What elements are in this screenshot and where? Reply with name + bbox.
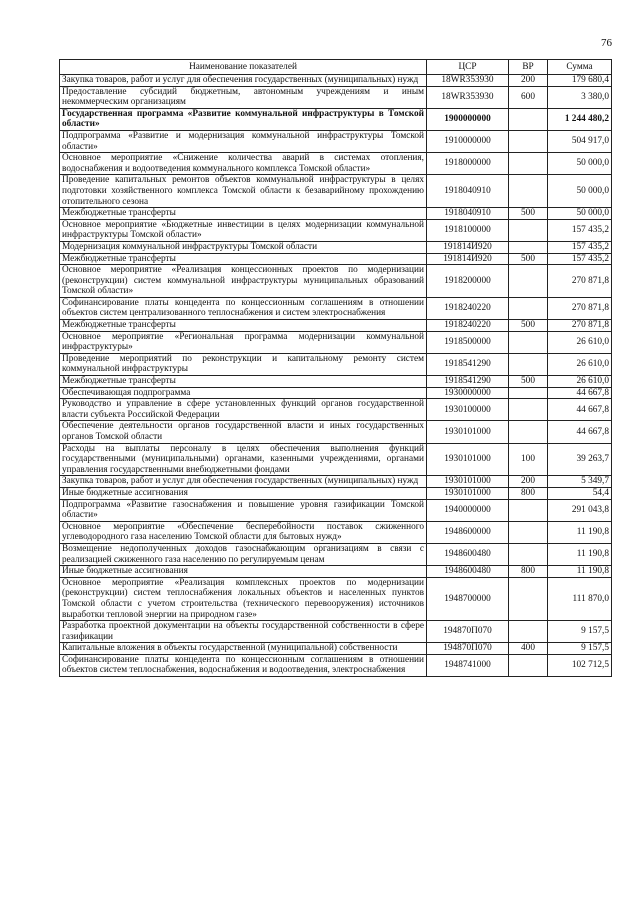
table-row bbox=[60, 487, 612, 499]
row-vr-cell bbox=[509, 297, 548, 319]
row-sum-cell: 39 263,7 bbox=[548, 443, 612, 476]
row-csr-cell: 1930000000 bbox=[427, 387, 509, 399]
row-name-cell: Подпрограмма «Развитие и модернизация коммунальной инфраструктуры Томской области» bbox=[60, 130, 427, 152]
row-sum-cell: 157 435,2 bbox=[548, 253, 612, 265]
row-vr-cell bbox=[509, 521, 548, 543]
row-sum-cell: 504 917,0 bbox=[548, 130, 612, 152]
row-name-cell: Основное мероприятие «Реализация комплексных проектов по модернизации (реконструкции) систем теплоснабжения локальных объектов и населенных пунктов Томской области с учетом строительства (технического перевооружения) источников выработки тепловой энергии на природном газе» bbox=[60, 577, 427, 620]
row-vr-cell: 200 bbox=[509, 476, 548, 488]
row-sum-cell: 157 435,2 bbox=[548, 219, 612, 241]
row-sum-cell: 157 435,2 bbox=[548, 241, 612, 253]
row-sum-cell: 5 349,7 bbox=[548, 476, 612, 488]
row-name-cell: Расходы на выплаты персоналу в целях обеспечения выполнения функций государственными (муниципальными) органами, казенными учреждениями, органами управления государственными внебюджетными фондами bbox=[60, 443, 427, 476]
row-vr-cell bbox=[509, 108, 548, 130]
row-name-cell: Закупка товаров, работ и услуг для обеспечения государственных (муниципальных) нужд bbox=[60, 476, 427, 488]
table-row bbox=[60, 86, 612, 108]
row-vr-cell bbox=[509, 621, 548, 643]
row-sum-cell: 50 000,0 bbox=[548, 175, 612, 208]
table-row bbox=[60, 153, 612, 175]
row-name-cell: Межбюджетные трансферты bbox=[60, 320, 427, 332]
row-csr-cell: 1930101000 bbox=[427, 487, 509, 499]
row-csr-cell: 1918541290 bbox=[427, 376, 509, 388]
row-vr-cell: 500 bbox=[509, 320, 548, 332]
row-csr-cell: 1918500000 bbox=[427, 331, 509, 353]
table-row bbox=[60, 219, 612, 241]
row-sum-cell: 1 244 480,2 bbox=[548, 108, 612, 130]
table-row bbox=[60, 399, 612, 421]
row-name-cell: Основное мероприятие «Снижение количества аварий в системах отопления, водоснабжения и водоотведения коммунального комплекса Томской области» bbox=[60, 153, 427, 175]
row-vr-cell bbox=[509, 265, 548, 298]
row-csr-cell: 1918100000 bbox=[427, 219, 509, 241]
table-row bbox=[60, 108, 612, 130]
row-name-cell: Софинансирование платы концедента по концессионным соглашениям в отношении объектов систем теплоснабжения, водоснабжения и водоотведения, электроснабжения bbox=[60, 654, 427, 676]
row-name-cell: Межбюджетные трансферты bbox=[60, 376, 427, 388]
row-csr-cell: 18WR353930 bbox=[427, 75, 509, 87]
row-name-cell: Модернизация коммунальной инфраструктуры Томской области bbox=[60, 241, 427, 253]
table-row bbox=[60, 443, 612, 476]
row-csr-cell: 1910000000 bbox=[427, 130, 509, 152]
row-csr-cell: 191814И920 bbox=[427, 253, 509, 265]
row-name-cell: Руководство и управление в сфере установленных функций органов государственной власти субъекта Российской Федерации bbox=[60, 399, 427, 421]
table-row bbox=[60, 376, 612, 388]
table-row bbox=[60, 241, 612, 253]
row-vr-cell bbox=[509, 577, 548, 620]
row-sum-cell: 44 667,8 bbox=[548, 387, 612, 399]
row-name-cell: Возмещение недополученных доходов газоснабжающим организациям в связи с реализацией сжиженного газа населению по регулируемым ценам bbox=[60, 543, 427, 565]
row-sum-cell: 270 871,8 bbox=[548, 265, 612, 298]
column-header-sum: Сумма bbox=[548, 60, 612, 75]
table-row bbox=[60, 331, 612, 353]
page-number: 76 bbox=[601, 37, 612, 49]
row-sum-cell: 102 712,5 bbox=[548, 654, 612, 676]
table-row bbox=[60, 265, 612, 298]
row-vr-cell bbox=[509, 175, 548, 208]
row-sum-cell: 111 870,0 bbox=[548, 577, 612, 620]
row-vr-cell: 100 bbox=[509, 443, 548, 476]
row-sum-cell: 44 667,8 bbox=[548, 421, 612, 443]
row-name-cell: Основное мероприятие «Реализация концессионных проектов по модернизации (реконструкции) систем коммунальной инфраструктуры муниципальных образований Томской области» bbox=[60, 265, 427, 298]
row-vr-cell bbox=[509, 421, 548, 443]
row-vr-cell bbox=[509, 130, 548, 152]
column-header-vr: ВР bbox=[509, 60, 548, 75]
row-csr-cell: 1918541290 bbox=[427, 353, 509, 375]
row-sum-cell: 26 610,0 bbox=[548, 331, 612, 353]
row-csr-cell: 1918200000 bbox=[427, 265, 509, 298]
table-row bbox=[60, 521, 612, 543]
budget-table bbox=[59, 59, 612, 677]
table-header-row bbox=[60, 60, 612, 75]
row-vr-cell bbox=[509, 399, 548, 421]
row-name-cell: Подпрограмма «Развитие газоснабжения и повышение уровня газификации Томской области» bbox=[60, 499, 427, 521]
row-name-cell: Иные бюджетные ассигнования bbox=[60, 487, 427, 499]
row-csr-cell: 1918040910 bbox=[427, 208, 509, 220]
row-sum-cell: 9 157,5 bbox=[548, 621, 612, 643]
row-csr-cell: 1948700000 bbox=[427, 577, 509, 620]
row-csr-cell: 1948600480 bbox=[427, 543, 509, 565]
row-vr-cell: 800 bbox=[509, 487, 548, 499]
row-name-cell: Софинансирование платы концедента по концессионным соглашениям в отношении объектов систем централизованного теплоснабжения и систем электроснабжения bbox=[60, 297, 427, 319]
row-vr-cell: 500 bbox=[509, 208, 548, 220]
row-csr-cell: 1918040910 bbox=[427, 175, 509, 208]
row-csr-cell: 1930100000 bbox=[427, 399, 509, 421]
row-csr-cell: 1948600000 bbox=[427, 521, 509, 543]
row-sum-cell: 270 871,8 bbox=[548, 320, 612, 332]
row-csr-cell: 1900000000 bbox=[427, 108, 509, 130]
row-csr-cell: 1930101000 bbox=[427, 476, 509, 488]
table-row bbox=[60, 421, 612, 443]
row-name-cell: Проведение капитальных ремонтов объектов коммунальной инфраструктуры в целях подготовки хозяйственного комплекса Томской области к безаварийному прохождению отопительного сезона bbox=[60, 175, 427, 208]
row-name-cell: Межбюджетные трансферты bbox=[60, 253, 427, 265]
table-row bbox=[60, 208, 612, 220]
row-name-cell: Проведение мероприятий по реконструкции и капитальному ремонту систем коммунальной инфраструктуры bbox=[60, 353, 427, 375]
row-vr-cell: 800 bbox=[509, 566, 548, 578]
row-sum-cell: 11 190,8 bbox=[548, 543, 612, 565]
row-sum-cell: 26 610,0 bbox=[548, 353, 612, 375]
row-name-cell: Государственная программа «Развитие коммунальной инфраструктуры в Томской области» bbox=[60, 108, 427, 130]
row-sum-cell: 50 000,0 bbox=[548, 153, 612, 175]
row-sum-cell: 291 043,8 bbox=[548, 499, 612, 521]
row-csr-cell: 1930101000 bbox=[427, 421, 509, 443]
row-vr-cell bbox=[509, 219, 548, 241]
row-name-cell: Разработка проектной документации на объекты государственной собственности в сфере газификации bbox=[60, 621, 427, 643]
row-vr-cell: 500 bbox=[509, 253, 548, 265]
table-row bbox=[60, 75, 612, 87]
row-vr-cell bbox=[509, 241, 548, 253]
table-row bbox=[60, 621, 612, 643]
row-sum-cell: 26 610,0 bbox=[548, 376, 612, 388]
row-vr-cell bbox=[509, 499, 548, 521]
table-row bbox=[60, 253, 612, 265]
row-name-cell: Иные бюджетные ассигнования bbox=[60, 566, 427, 578]
row-csr-cell: 1948741000 bbox=[427, 654, 509, 676]
table-row bbox=[60, 543, 612, 565]
row-csr-cell: 194870П070 bbox=[427, 621, 509, 643]
table-row bbox=[60, 476, 612, 488]
table-row bbox=[60, 577, 612, 620]
row-csr-cell: 194870П070 bbox=[427, 643, 509, 655]
row-name-cell: Основное мероприятие «Региональная программа модернизации коммунальной инфраструктуры» bbox=[60, 331, 427, 353]
row-csr-cell: 191814И920 bbox=[427, 241, 509, 253]
row-sum-cell: 54,4 bbox=[548, 487, 612, 499]
table-row bbox=[60, 130, 612, 152]
row-name-cell: Обеспечивающая подпрограмма bbox=[60, 387, 427, 399]
row-name-cell: Основное мероприятие «Бюджетные инвестиции в целях модернизации коммунальной инфраструктуры Томской области» bbox=[60, 219, 427, 241]
row-sum-cell: 9 157,5 bbox=[548, 643, 612, 655]
row-vr-cell bbox=[509, 331, 548, 353]
table-row bbox=[60, 643, 612, 655]
column-header-csr: ЦСР bbox=[427, 60, 509, 75]
row-name-cell: Обеспечение деятельности органов государственной власти и иных государственных органов Томской области bbox=[60, 421, 427, 443]
table-row bbox=[60, 353, 612, 375]
table-row bbox=[60, 175, 612, 208]
row-name-cell: Основное мероприятие «Обеспечение бесперебойности поставок сжиженного углеводородного газа населению Томской области для бытовых нужд» bbox=[60, 521, 427, 543]
row-csr-cell: 1940000000 bbox=[427, 499, 509, 521]
table-row bbox=[60, 654, 612, 676]
row-csr-cell: 1930101000 bbox=[427, 443, 509, 476]
row-sum-cell: 11 190,8 bbox=[548, 521, 612, 543]
row-vr-cell bbox=[509, 654, 548, 676]
row-name-cell: Капитальные вложения в объекты государственной (муниципальной) собственности bbox=[60, 643, 427, 655]
row-sum-cell: 44 667,8 bbox=[548, 399, 612, 421]
row-csr-cell: 18WR353930 bbox=[427, 86, 509, 108]
column-header-name: Наименование показателей bbox=[60, 60, 427, 75]
table-row bbox=[60, 387, 612, 399]
row-vr-cell: 200 bbox=[509, 75, 548, 87]
row-csr-cell: 1918240220 bbox=[427, 320, 509, 332]
row-sum-cell: 270 871,8 bbox=[548, 297, 612, 319]
table-row bbox=[60, 320, 612, 332]
row-sum-cell: 11 190,8 bbox=[548, 566, 612, 578]
row-sum-cell: 3 380,0 bbox=[548, 86, 612, 108]
table-row bbox=[60, 297, 612, 319]
row-csr-cell: 1918000000 bbox=[427, 153, 509, 175]
row-vr-cell bbox=[509, 153, 548, 175]
row-name-cell: Предоставление субсидий бюджетным, автономным учреждениям и иным некоммерческим организациям bbox=[60, 86, 427, 108]
row-vr-cell bbox=[509, 387, 548, 399]
row-sum-cell: 179 680,4 bbox=[548, 75, 612, 87]
row-vr-cell: 400 bbox=[509, 643, 548, 655]
table-row bbox=[60, 499, 612, 521]
row-csr-cell: 1918240220 bbox=[427, 297, 509, 319]
table-row bbox=[60, 566, 612, 578]
row-vr-cell bbox=[509, 543, 548, 565]
row-csr-cell: 1948600480 bbox=[427, 566, 509, 578]
row-vr-cell: 500 bbox=[509, 376, 548, 388]
row-sum-cell: 50 000,0 bbox=[548, 208, 612, 220]
row-name-cell: Межбюджетные трансферты bbox=[60, 208, 427, 220]
row-name-cell: Закупка товаров, работ и услуг для обеспечения государственных (муниципальных) нужд bbox=[60, 75, 427, 87]
row-vr-cell bbox=[509, 353, 548, 375]
row-vr-cell: 600 bbox=[509, 86, 548, 108]
